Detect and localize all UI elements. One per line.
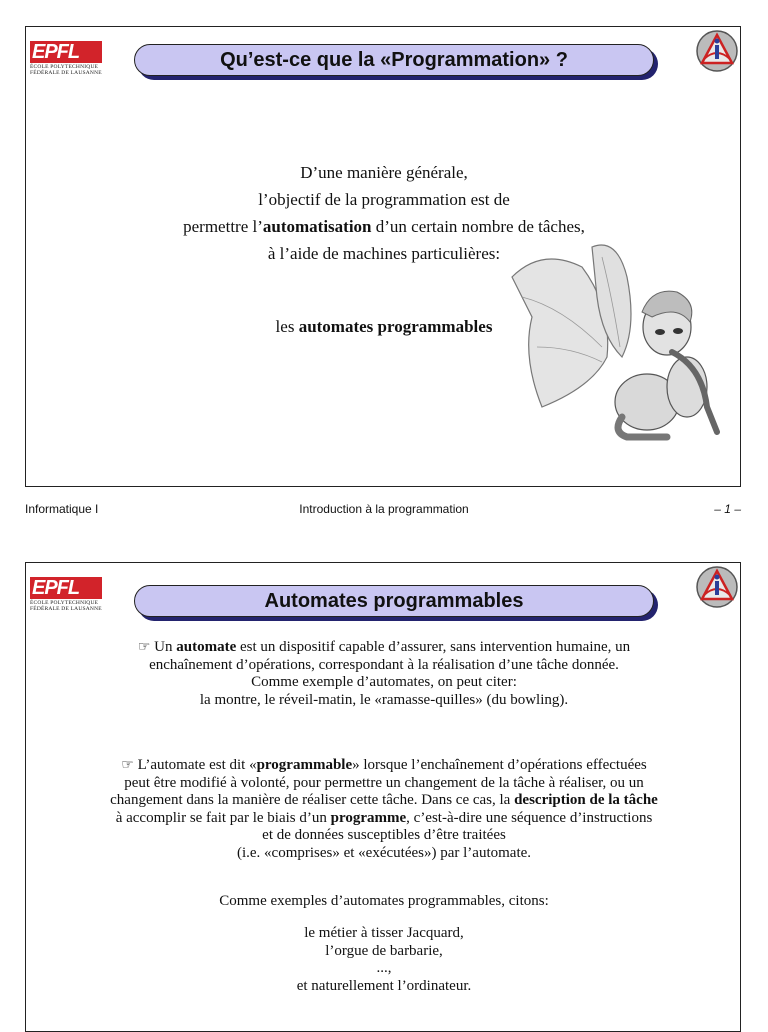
slide-1-line-4: à l’aide de machines particulières: [267, 244, 501, 263]
fairy-illustration-icon [502, 237, 727, 447]
slide-2-paragraph-1: ☞ Un automate est un dispositif capable d’assurer, sans intervention humaine, un enchaînement d’opérations, correspondant à la réalisation d’une tâche donnée. Comme exemple d’automates, on peut citer: la montre, le réveil-matin, le «ramasse-quilles» (du bowling). [137, 639, 631, 708]
pointing-hand-icon: ☞ [137, 639, 151, 655]
list-item: et naturellement l’ordinateur. [296, 977, 472, 994]
slide-1-line-3: permettre l’automatisation d’un certain nombre de tâches, [183, 217, 585, 236]
lia-logo-icon [694, 565, 740, 609]
footer-course: Informatique I [25, 502, 99, 516]
list-item: l’orgue de barbarie, [325, 942, 443, 959]
epfl-logo-mark: EPFL [30, 577, 102, 599]
lia-logo-icon [694, 29, 740, 73]
footer-chapter: Introduction à la programmation [299, 502, 469, 516]
list-item: le métier à tisser Jacquard, [304, 925, 464, 941]
slide-2-title: Automates programmables [134, 585, 654, 617]
slide-2 [25, 562, 741, 1032]
slide-2-example-list [26, 925, 742, 995]
epfl-logo [30, 577, 102, 613]
list-item: ..., [376, 960, 392, 976]
pointing-hand-icon: ☞ [121, 757, 134, 773]
slide-1-subtitle: les automates programmables [275, 317, 493, 336]
epfl-logo-subtitle-2: FÉDÉRALE DE LAUSANNE [30, 606, 102, 612]
epfl-logo-mark: EPFL [30, 41, 102, 63]
slide-1 [25, 26, 741, 487]
slide-1-line-2: l’objectif de la programmation est de [258, 190, 510, 209]
slide-1-title: Qu’est-ce que la «Programmation» ? [134, 44, 654, 76]
slide-2-paragraph-3: Comme exemples d’automates programmables, citons: [219, 893, 549, 909]
epfl-logo [30, 41, 102, 77]
epfl-logo-subtitle-1: ÉCOLE POLYTECHNIQUE [30, 64, 99, 70]
slide-1-line-1: D’une manière générale, [300, 163, 468, 182]
epfl-logo-subtitle-2: FÉDÉRALE DE LAUSANNE [30, 70, 102, 76]
footer-page-number: – 1 – [714, 502, 741, 516]
slide-2-paragraph-2: ☞ L’automate est dit «programmable» lorsque l’enchaînement d’opérations effectuées peut être modifié à volonté, pour permettre un changement de la tâche à réaliser, ou un changement dans la manière de réaliser cette tâche. Dans ce cas, la description de la tâche à accomplir se fait par le biais d’un programme, c’est-à-dire une séquence d’instructions et de données susceptibles d’être traitées (i.e. «comprises» et «exécutées») par l’automate. [110, 757, 658, 861]
epfl-logo-subtitle-1: ÉCOLE POLYTECHNIQUE [30, 600, 99, 606]
